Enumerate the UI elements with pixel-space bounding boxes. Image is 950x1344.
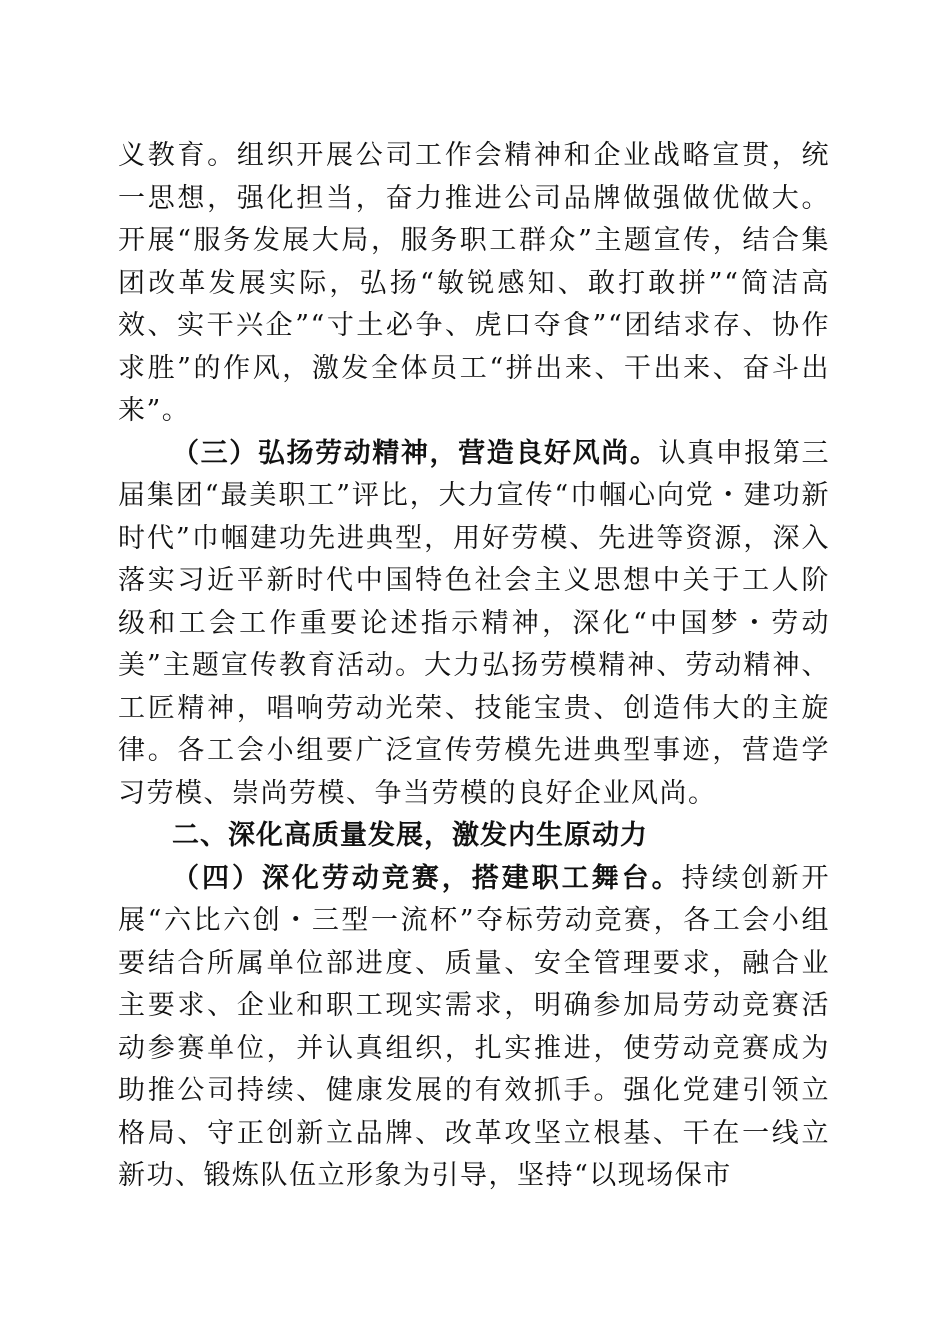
section-heading: 二、深化高质量发展，激发内生原动力: [172, 820, 648, 851]
subsection-heading: （三）弘扬劳动精神，营造良好风尚。: [172, 437, 659, 469]
paragraph-text: 认真申报第三届集团“最美职工”评比，大力宣传“巾帼心向党・建功新时代”巾帼建功先进典型，用好劳模、先进等资源，深入落实习近平新时代中国特色社会主义思想中关于工人阶级和工会工作重要论述指示精神，深化“中国梦・劳动美”主题宣传教育活动。大力弘扬劳模精神、劳动精神、工匠精神，唱响劳动光荣、技能宝贵、创造伟大的主旋律。各工会小组要广泛宣传劳模先进典型事迹，营造学习劳模、崇尚劳模、争当劳模的良好企业风尚。: [118, 437, 831, 809]
paragraph-labor-competition: [118, 858, 830, 1198]
paragraph-continuation: [118, 135, 830, 433]
paragraph-text: 义教育。组织开展公司工作会精神和企业战略宣贯，统一思想，强化担当，奋力推进公司品牌做强做优做大。开展“服务发展大局，服务职工群众”主题宣传，结合集团改革发展实际，弘扬“敏锐感知、敢打敢拼”“简洁高效、实干兴企”“寸土必争、虎口夺食”“团结求存、协作求胜”的作风，激发全体员工“拼出来、干出来、奋斗出来”。: [118, 140, 830, 426]
subsection-heading: （四）深化劳动竞赛，搭建职工舞台。: [172, 862, 682, 894]
paragraph-text: 持续创新开展“六比六创・三型一流杯”夺标劳动竞赛，各工会小组要结合所属单位部进度、质量、安全管理要求，融合业主要求、企业和职工现实需求，明确参加局劳动竞赛活动参赛单位，并认真组织，扎实推进，使劳动竞赛成为助推公司持续、健康发展的有效抓手。强化党建引领立格局、守正创新立品牌、改革攻坚立根基、干在一线立新功、锻炼队伍立形象为引导，坚持“以现场保市: [118, 862, 831, 1191]
document-body: [118, 135, 830, 1198]
paragraph-promote-labor-spirit: [118, 433, 830, 816]
